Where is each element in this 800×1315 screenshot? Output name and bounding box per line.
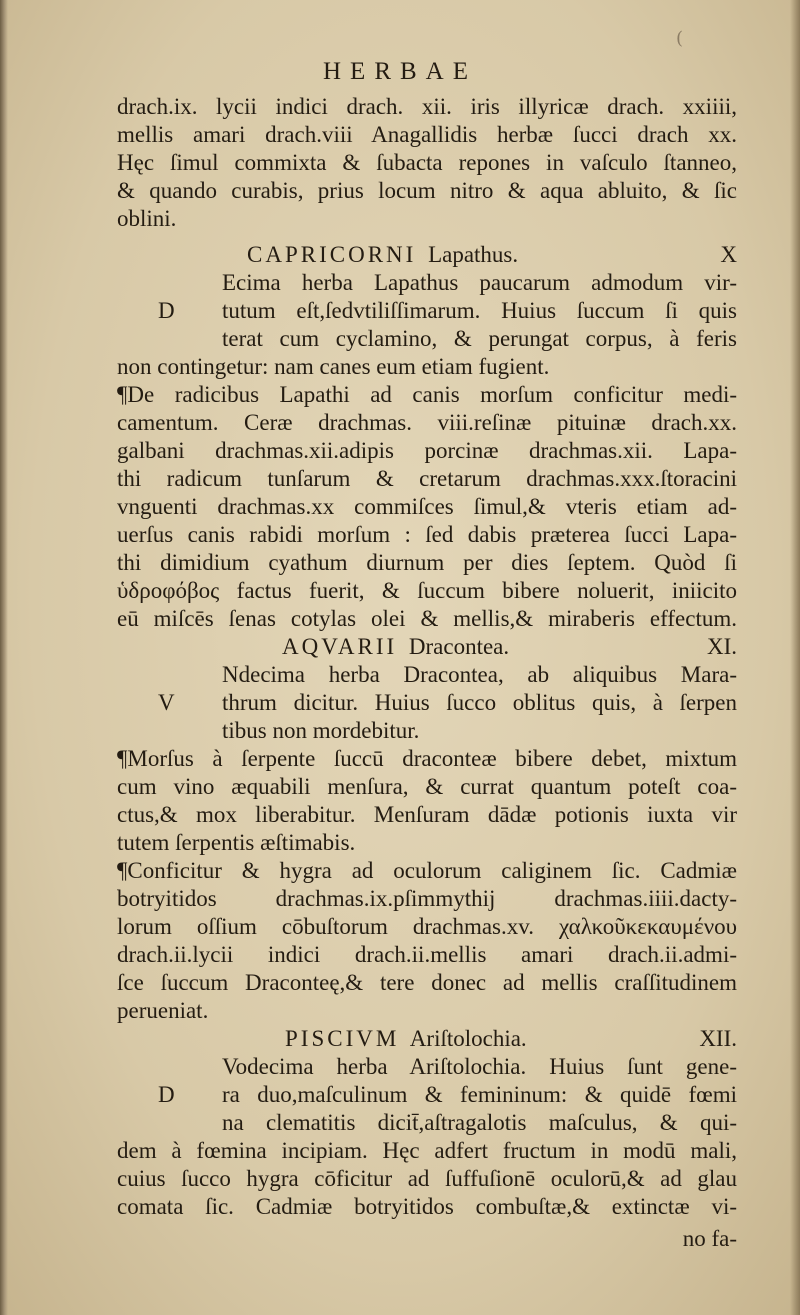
text-line: thi radicum tunſarum & cretarum drachmas.xxx.ſtoracini bbox=[117, 466, 737, 491]
text-line: galbani drachmas.xii.adipis porcinæ drachmas.xii. Lapa- bbox=[117, 438, 737, 463]
text-line: lorum oſſium cōbuſtorum drachmas.xv. χαλκοῦκεκαυμένου bbox=[117, 914, 737, 939]
text-line: Vodecima herba Ariſtolochia. Huius ſunt gene- bbox=[222, 1054, 737, 1079]
zodiac-sign-name: AQVARII bbox=[282, 634, 398, 659]
zodiac-sign-name: PISCIVM bbox=[285, 1026, 400, 1051]
text-line: & quando curabis, prius locum nitro & aqua abluito, & ſic bbox=[117, 178, 737, 203]
running-head: HERBAE bbox=[323, 58, 477, 85]
text-line: ctus,& mox liberabitur. Menſuram dādæ potionis iuxta vir bbox=[117, 802, 737, 827]
text-line: ¶De radicibus Lapathi ad canis morſum conficitur medi- bbox=[117, 382, 737, 407]
text-line: uerſus canis rabidi morſum : ſed dabis prӕterea ſucci Lapa- bbox=[117, 522, 737, 547]
text-line: mellis amari drach.viii Anagallidis herbæ ſucci drach xx. bbox=[117, 122, 737, 147]
text-line: Ecima herba Lapathus paucarum admodum vir- bbox=[222, 270, 737, 295]
text-line: na clematitis dicit̄,aſtragalotis maſculus, & qui- bbox=[222, 1110, 737, 1135]
text-line: Hęc ſimul commixta & ſubacta repones in vaſculo ſtanneo, bbox=[117, 150, 737, 175]
text-line: cum vino æquabili menſura, & currat quantum poteſt coa- bbox=[117, 774, 737, 799]
text-line: terat cum cyclamino, & perungat corpus, à feris bbox=[222, 326, 737, 351]
section-numeral: XI. bbox=[706, 634, 737, 659]
text-line: ¶Conficitur & hygra ad oculorum caliginem ſic. Cadmiæ bbox=[117, 858, 737, 883]
page-edge-shadow-right bbox=[790, 0, 800, 1315]
herb-name: Ariſtolochia. bbox=[409, 1026, 527, 1051]
text-line: non contingetur: nam canes eum etiam fugient. bbox=[117, 354, 550, 379]
drop-capital: D bbox=[158, 298, 175, 323]
text-line: ra duo,maſculinum & femininum: & quidē fœmi bbox=[222, 1082, 737, 1107]
text-line: oblini. bbox=[117, 206, 177, 231]
text-line: thrum dicitur. Huius ſucco oblitus quis, à ſerpen bbox=[222, 690, 737, 715]
text-line: tutum eſt,ſedvtiliſſimarum. Huius ſuccum ſi quis bbox=[222, 298, 737, 323]
text-line: Ndecima herba Dracontea, ab aliquibus Mara- bbox=[222, 662, 737, 687]
text-line: perueniat. bbox=[117, 998, 209, 1023]
text-line: tutem ſerpentis æſtimabis. bbox=[117, 830, 356, 855]
zodiac-sign-name: CAPRICORNI bbox=[247, 242, 417, 267]
text-line: botryitidos drachmas.ix.pſimmythij drachmas.iiii.dacty- bbox=[117, 886, 737, 911]
drop-capital: V bbox=[158, 690, 175, 715]
text-line: drach.ix. lycii indici drach. xii. iris illyricæ drach. xxiiii, bbox=[117, 94, 737, 119]
text-line: eū miſcēs ſenas cotylas olei & mellis,& miraberis effectum. bbox=[117, 606, 737, 631]
herb-name: Dracontea. bbox=[408, 634, 510, 659]
section-heading bbox=[117, 241, 737, 269]
text-line: drach.ii.lycii indici drach.ii.mellis amari drach.ii.admi- bbox=[117, 942, 737, 967]
herb-name: Lapathus. bbox=[428, 242, 519, 267]
text-line: comata ſic. Cadmiæ botryitidos combuſtæ,& extinctæ vi- bbox=[117, 1194, 737, 1219]
text-line: tibus non mordebitur. bbox=[222, 718, 420, 743]
text-line: vnguenti drachmas.xx commiſces ſimul,& vteris etiam ad- bbox=[117, 494, 737, 519]
section-heading bbox=[117, 633, 737, 661]
section-numeral: XII. bbox=[699, 1026, 737, 1051]
page-edge-shadow-left bbox=[0, 0, 8, 1315]
text-line: camentum. Ceræ drachmas. viii.reſinæ pituinæ drach.xx. bbox=[117, 410, 737, 435]
text-line: cuius ſucco hygra cōficitur ad ſuffuſionē oculorū,& ad glau bbox=[117, 1166, 737, 1191]
text-line: ὑδροφόβος factus fuerit, & ſuccum bibere noluerit, iniicito bbox=[117, 578, 737, 603]
drop-capital: D bbox=[158, 1082, 175, 1107]
catchword: no fa- bbox=[682, 1226, 737, 1251]
text-line: dem à fœmina incipiam. Hęc adfert fructum in modū mali, bbox=[117, 1138, 737, 1163]
section-heading bbox=[117, 1025, 737, 1053]
text-line: ſce ſuccum Draconteę,& tere donec ad mellis craſſitudinem bbox=[117, 970, 737, 995]
text-line: ¶Morſus à ſerpente ſuccū draconteæ bibere debet, mixtum bbox=[117, 746, 737, 771]
section-numeral: X bbox=[720, 242, 737, 267]
page-mark: ( bbox=[676, 28, 684, 49]
text-line: thi dimidium cyathum diurnum per dies ſeptem. Quòd ſi bbox=[117, 550, 737, 575]
